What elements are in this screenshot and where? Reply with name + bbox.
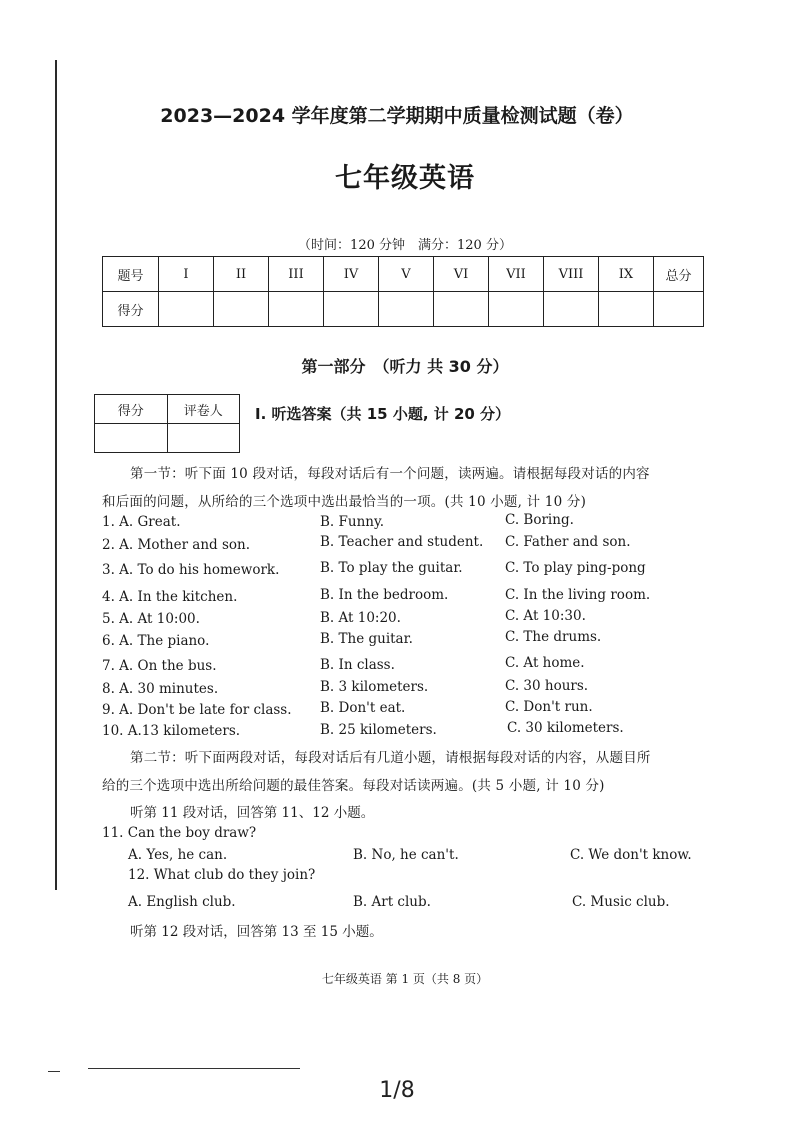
q6-option-a: 6. A. The piano. [102, 633, 210, 649]
q11-option-c: C. We don't know. [570, 847, 692, 863]
score-table-header-cell: IX [599, 257, 654, 292]
page-count: 1/8 [379, 1078, 415, 1103]
score-cell[interactable] [379, 292, 434, 327]
q6-option-c: C. The drums. [505, 629, 602, 645]
q4-option-a: 4. A. In the kitchen. [102, 589, 238, 605]
q1-option-b: B. Funny. [320, 514, 385, 530]
score-table-header-cell: VIII [544, 257, 599, 292]
footer-rule [88, 1068, 300, 1069]
sub-section-two-instructions-line2: 给的三个选项中选出所给问题的最佳答案。每段对话读两遍。(共 5 小题, 计 10 分) [102, 778, 605, 794]
score-cell[interactable] [654, 292, 704, 327]
q5-option-a: 5. A. At 10:00. [102, 611, 200, 627]
score-table-header-row [103, 257, 704, 292]
q2-option-c: C. Father and son. [505, 534, 631, 550]
score-cell[interactable] [324, 292, 379, 327]
q11-option-b: B. No, he can't. [353, 847, 459, 863]
q11-stem: 11. Can the boy draw? [102, 825, 257, 841]
q10-option-b: B. 25 kilometers. [320, 722, 437, 738]
q7-option-c: C. At home. [505, 655, 585, 671]
dialog-11-intro: 听第 11 段对话，回答第 11、12 小题。 [130, 805, 375, 821]
dialog-12-intro: 听第 12 段对话，回答第 13 至 15 小题。 [130, 924, 383, 940]
q4-option-b: B. In the bedroom. [320, 587, 449, 603]
q12-stem: 12. What club do they join? [128, 867, 316, 883]
q3-option-c: C. To play ping-pong [505, 560, 646, 576]
q1-option-a: 1. A. Great. [102, 514, 181, 530]
q8-option-c: C. 30 hours. [505, 678, 589, 694]
score-cell[interactable] [269, 292, 324, 327]
score-table-header-cell: VII [489, 257, 544, 292]
sub-section-one-instructions-line2: 和后面的问题，从所给的三个选项中选出最恰当的一项。(共 10 小题, 计 10 分) [102, 494, 587, 510]
q11-option-a: A. Yes, he can. [128, 847, 228, 863]
score-table-header-cell: III [269, 257, 324, 292]
part-one-title: 第一部分 （听力 共 30 分） [301, 357, 509, 376]
time-info: （时间：120 分钟 满分：120 分） [298, 238, 512, 253]
q6-option-b: B. The guitar. [320, 631, 413, 647]
score-cell[interactable] [489, 292, 544, 327]
exam-title: 2023—2024 学年度第二学期期中质量检测试题（卷） [160, 105, 634, 127]
q2-option-b: B. Teacher and student. [320, 534, 484, 550]
grader-box [94, 394, 240, 453]
sub-section-two-instructions-line1: 第二节：听下面两段对话，每段对话后有几道小题，请根据每段对话的内容，从题目所 [130, 750, 651, 766]
q8-option-a: 8. A. 30 minutes. [102, 681, 219, 697]
score-table-header-cell: I [159, 257, 214, 292]
section-one-title: I. 听选答案（共 15 小题, 计 20 分） [255, 405, 511, 423]
q10-option-a: 10. A.13 kilometers. [102, 723, 241, 739]
score-cell[interactable] [544, 292, 599, 327]
q12-option-c: C. Music club. [572, 894, 670, 910]
grader-name-label: 评卷人 [167, 395, 240, 424]
score-table-header-cell: IV [324, 257, 379, 292]
score-table-header-cell: 总分 [654, 257, 704, 292]
q12-option-b: B. Art club. [353, 894, 431, 910]
q9-option-b: B. Don't eat. [320, 700, 406, 716]
q1-option-c: C. Boring. [505, 512, 574, 528]
q5-option-b: B. At 10:20. [320, 610, 401, 626]
subject-title: 七年级英语 [335, 163, 475, 194]
grader-score-cell[interactable] [95, 424, 168, 453]
grader-score-label: 得分 [95, 395, 168, 424]
score-table [102, 256, 704, 327]
q10-option-c: C. 30 kilometers. [507, 720, 624, 736]
score-cell[interactable] [159, 292, 214, 327]
score-cell[interactable] [214, 292, 269, 327]
score-cell[interactable] [434, 292, 489, 327]
score-table-header-cell: 题号 [103, 257, 159, 292]
q3-option-a: 3. A. To do his homework. [102, 562, 280, 578]
q7-option-b: B. In class. [320, 657, 395, 673]
score-table-header-cell: V [379, 257, 434, 292]
score-table-header-cell: VI [434, 257, 489, 292]
q4-option-c: C. In the living room. [505, 587, 651, 603]
score-table-score-row [103, 292, 704, 327]
q12-option-a: A. English club. [128, 894, 236, 910]
q3-option-b: B. To play the guitar. [320, 560, 463, 576]
q5-option-c: C. At 10:30. [505, 608, 586, 624]
grader-name-cell[interactable] [167, 424, 240, 453]
score-row-label: 得分 [103, 292, 159, 327]
q9-option-a: 9. A. Don't be late for class. [102, 702, 292, 718]
footer-dash [48, 1071, 60, 1072]
page-footer-label: 七年级英语 第 1 页（共 8 页） [321, 972, 489, 986]
q8-option-b: B. 3 kilometers. [320, 679, 429, 695]
score-cell[interactable] [599, 292, 654, 327]
q7-option-a: 7. A. On the bus. [102, 658, 217, 674]
q9-option-c: C. Don't run. [505, 699, 593, 715]
score-table-header-cell: II [214, 257, 269, 292]
sub-section-one-instructions-line1: 第一节：听下面 10 段对话，每段对话后有一个问题，读两遍。请根据每段对话的内容 [130, 466, 650, 482]
q2-option-a: 2. A. Mother and son. [102, 537, 251, 553]
